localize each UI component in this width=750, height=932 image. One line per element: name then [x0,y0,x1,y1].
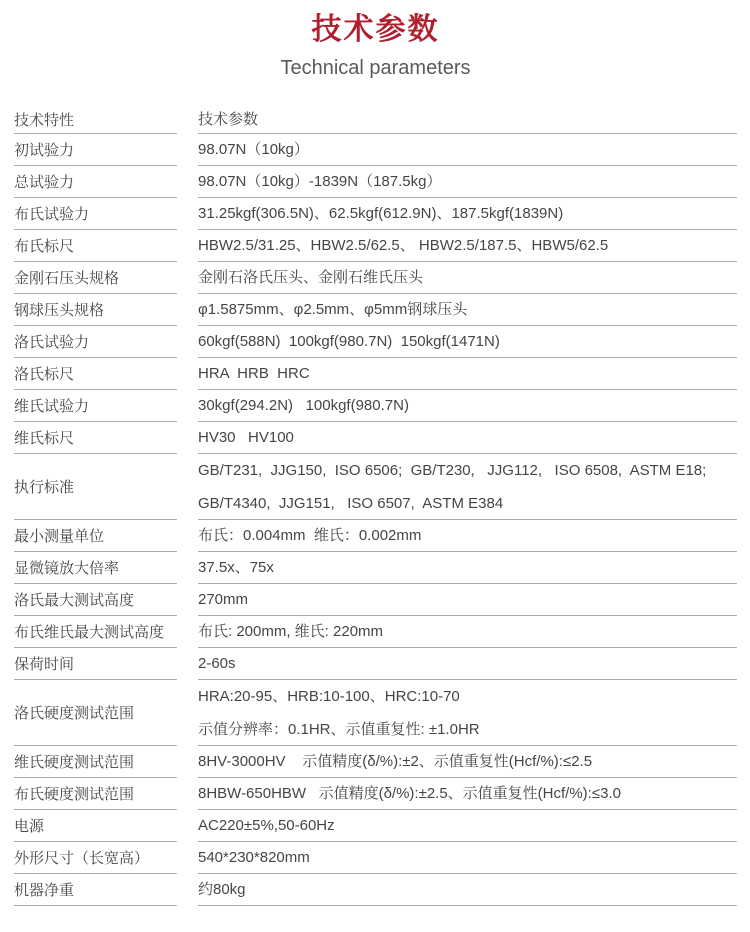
table-row [14,648,737,680]
row-value-line: HBW2.5/31.25、HBW2.5/62.5、 HBW2.5/187.5、HBW5/62.5 [198,237,609,254]
row-value [198,810,737,842]
row-value-line: GB/T4340, JJG151, ISO 6507, ASTM E384 [198,494,504,512]
row-label: 布氏维氏最大测试高度 [14,616,177,648]
row-value-line: 技术参数 [198,110,259,128]
row-value [198,358,737,390]
row-label: 洛氏最大测试高度 [14,584,177,616]
row-value [198,166,737,198]
row-label: 维氏试验力 [14,390,177,422]
row-label: 执行标准 [14,454,177,520]
table-row [14,778,737,810]
row-value [198,874,737,906]
row-value-line: 540*230*820mm [198,849,310,866]
table-row [14,520,737,552]
row-value [198,520,737,552]
table-row [14,874,737,906]
row-value [198,746,737,778]
row-value [198,422,737,454]
row-value [198,262,737,294]
row-value-line: 约80kg [198,881,246,898]
table-row [14,584,737,616]
row-label: 维氏标尺 [14,422,177,454]
row-value [198,680,737,746]
table-row [14,680,737,746]
row-label: 钢球压头规格 [14,294,177,326]
table-row [14,358,737,390]
row-value-line: 30kgf(294.2N) 100kgf(980.7N) [198,397,409,414]
row-value [198,198,737,230]
column-header-value [198,105,737,134]
row-value [198,584,737,616]
row-value [198,778,737,810]
row-value [198,842,737,874]
row-label: 布氏试验力 [14,198,177,230]
table-row [14,810,737,842]
row-value-line: 270mm [198,591,249,608]
row-label: 洛氏标尺 [14,358,177,390]
row-label: 布氏硬度测试范围 [14,778,177,810]
row-label: 电源 [14,810,177,842]
table-row [14,230,737,262]
row-value-line: φ1.5875mm、φ2.5mm、φ5mm钢球压头 [198,301,468,318]
row-label: 维氏硬度测试范围 [14,746,177,778]
table-row [14,616,737,648]
table-row [14,422,737,454]
page-subtitle: Technical parameters [280,57,471,79]
row-value-line: 金刚石洛氏压头、金刚石维氏压头 [198,269,424,286]
table-row [14,294,737,326]
row-label: 洛氏试验力 [14,326,177,358]
row-value-line: HV30 HV100 [198,429,294,446]
row-label: 洛氏硬度测试范围 [14,680,177,746]
table-row [14,198,737,230]
row-value [198,648,737,680]
row-label: 最小测量单位 [14,520,177,552]
row-value-line: 布氏：0.004mm 维氏：0.002mm [198,527,422,544]
row-label: 布氏标尺 [14,230,177,262]
row-label: 金刚石压头规格 [14,262,177,294]
row-value-line: 2-60s [198,655,236,672]
row-label: 机器净重 [14,874,177,906]
table-row [14,842,737,874]
row-value-line: 8HV-3000HV 示值精度(δ/%):±2、示值重复性(Hcf/%):≤2.5 [198,753,593,770]
row-value-line: 98.07N（10kg）-1839N（187.5kg） [198,173,442,190]
row-value-line: GB/T231, JJG150, ISO 6506; GB/T230, JJG112, ISO 6508, ASTM E18; [198,461,707,479]
row-value-line: AC220±5%,50-60Hz [198,817,335,834]
spec-table [14,105,737,906]
row-value [198,390,737,422]
page-title: 技术参数 [311,13,440,46]
row-value [198,616,737,648]
row-label: 显微镜放大倍率 [14,552,177,584]
row-value-line: 98.07N（10kg） [198,141,309,158]
row-value [198,134,737,166]
table-row [14,262,737,294]
table-row [14,326,737,358]
row-value-line: 8HBW-650HBW 示值精度(δ/%):±2.5、示值重复性(Hcf/%):≤3.0 [198,785,621,802]
row-value-line: HRA:20-95、HRB:10-100、HRC:10-70 [198,687,460,705]
row-label: 总试验力 [14,166,177,198]
row-value [198,326,737,358]
row-value-line: 31.25kgf(306.5N)、62.5kgf(612.9N)、187.5kgf(1839N) [198,205,564,222]
table-header-row [14,105,737,134]
row-value [198,552,737,584]
table-row [14,454,737,520]
row-value [198,294,737,326]
table-row [14,166,737,198]
column-header-label: 技术特性 [14,105,177,134]
row-value-line: 示值分辨率：0.1HR、示值重复性: ±1.0HR [198,720,480,738]
row-value [198,230,737,262]
table-row [14,134,737,166]
row-value-line: 37.5x、75x [198,559,274,576]
row-label: 外形尺寸（长宽高） [14,842,177,874]
row-value-line: 60kgf(588N) 100kgf(980.7N) 150kgf(1471N) [198,333,500,350]
table-row [14,552,737,584]
row-value-line: 布氏: 200mm, 维氏: 220mm [198,623,384,640]
row-label: 初试验力 [14,134,177,166]
table-row [14,390,737,422]
row-label: 保荷时间 [14,648,177,680]
row-value [198,454,737,520]
row-value-line: HRA HRB HRC [198,365,310,382]
table-row [14,746,737,778]
